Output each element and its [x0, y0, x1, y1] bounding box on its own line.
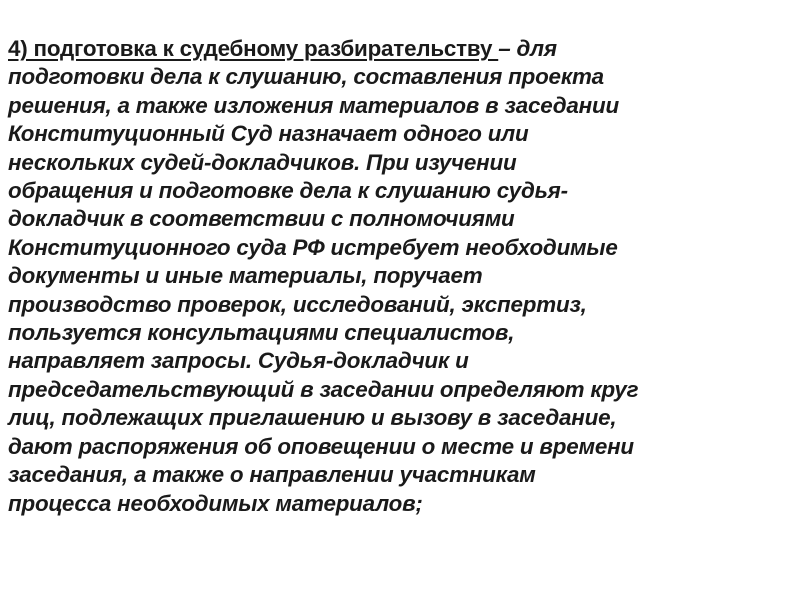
section-heading: 4) подготовка к судебному разбирательству: [8, 36, 499, 61]
text-line-9: документы и иные материалы, поручает: [8, 263, 483, 289]
text-line-17: процесса необходимых материалов;: [8, 490, 423, 516]
text-line-7: докладчик в соответствии с полномочиями: [8, 206, 515, 232]
text-line-5: нескольких судей-докладчиков. При изучении: [8, 149, 517, 175]
heading-continuation: – для: [498, 36, 557, 61]
text-line-11: пользуется консультациями специалистов,: [8, 320, 515, 346]
text-line-14: лиц, подлежащих приглашению и вызову в заседание,: [8, 405, 617, 431]
text-line-3: решения, а также изложения материалов в заседании: [8, 92, 619, 118]
text-line-13: председательствующий в заседании определяют круг: [8, 376, 639, 402]
text-line-1: [8, 35, 798, 63]
text-line-6: обращения и подготовке дела к слушанию судья-: [8, 178, 568, 204]
text-line-12: направляет запросы. Судья-докладчик и: [8, 348, 469, 374]
text-line-4: Конституционный Суд назначает одного или: [8, 121, 529, 147]
text-line-2: подготовки дела к слушанию, составления проекта: [8, 64, 604, 90]
text-line-16: заседания, а также о направлении участникам: [8, 462, 536, 488]
text-line-10: производство проверок, исследований, экспертиз,: [8, 291, 587, 317]
body-text: [8, 35, 798, 518]
text-line-15: дают распоряжения об оповещении о месте и времени: [8, 433, 634, 459]
text-line-8: Конституционного суда РФ истребует необходимые: [8, 234, 618, 260]
